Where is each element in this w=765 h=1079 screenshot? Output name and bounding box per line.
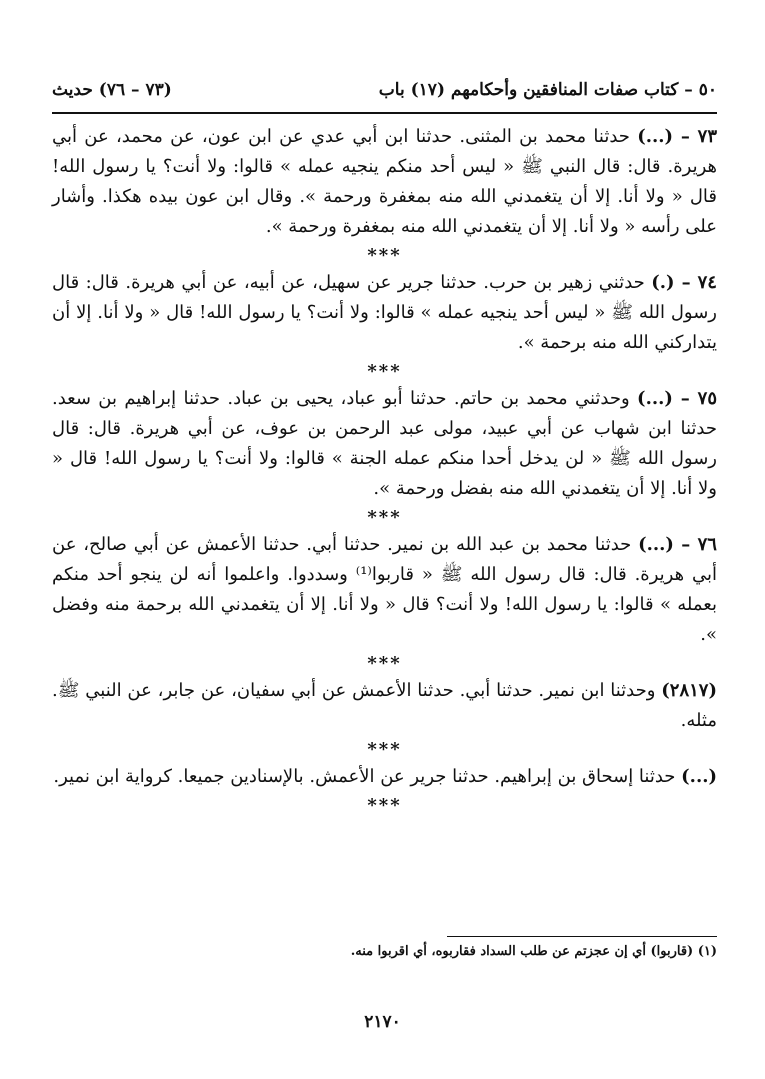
section-separator: *** xyxy=(367,653,402,674)
hadith-74 xyxy=(52,268,717,358)
running-header xyxy=(52,76,717,108)
hadith-number: ٧٣ – (...) xyxy=(637,126,717,147)
header-divider xyxy=(52,112,717,114)
header-hadith-range: (٧٣ – ٧٦) حديث xyxy=(52,80,172,100)
hadith-73 xyxy=(52,122,717,242)
section-separator: *** xyxy=(367,361,402,382)
hadith-text: حدثنا إسحاق بن إبراهيم. حدثنا جرير عن الأعمش. بالإسنادين جميعا. كرواية ابن نمير. xyxy=(53,766,676,787)
hadith-number: (٢٨١٧) xyxy=(661,680,717,701)
hadith-text: حدثني زهير بن حرب. حدثنا جرير عن سهيل، عن أبيه، عن أبي هريرة. قال: قال رسول الله ﷺ « ليس أحد ينجيه عمله » قالوا: ولا أنت؟ يا رسول الله! قال « ولا أنا. إلا أن يتداركني الله منه برحمة ». xyxy=(52,272,717,353)
section-separator: *** xyxy=(367,795,402,816)
hadith-76 xyxy=(52,530,717,650)
hadith-text: حدثنا محمد بن عبد الله بن نمير. حدثنا أبي. حدثنا الأعمش عن أبي صالح، عن أبي هريرة. قال: قال رسول الله ﷺ « قاربوا⁽¹⁾ وسددوا. واعلموا أنه لن ينجو أحد منكم بعمله » قالوا: يا رسول الله! ولا أنت؟ قال « ولا أنا. إلا أن يتغمدني الله برحمة منه وفضل ». xyxy=(52,534,717,645)
header-chapter-title: ٥٠ – كتاب صفات المنافقين وأحكامهم (١٧) باب xyxy=(378,80,717,100)
hadith-75 xyxy=(52,384,717,504)
section-separator: *** xyxy=(367,245,402,266)
hadith-text: حدثنا محمد بن المثنى. حدثنا ابن أبي عدي عن ابن عون، عن محمد، عن أبي هريرة. قال: قال النبي ﷺ « ليس أحد منكم ينجيه عمله » قالوا: ولا أنت؟ يا رسول الله! قال « ولا أنا. إلا أن يتغمدني الله منه بمغفرة ورحمة ». وقال ابن عون بيده هكذا. وأشار على رأسه « ولا أنا. إلا أن يتغمدني الله منه بمغفرة ورحمة ». xyxy=(52,126,717,237)
footnote-divider xyxy=(447,936,717,937)
section-separator: *** xyxy=(367,507,402,528)
hadith-number: ٧٤ – (.) xyxy=(651,272,717,293)
page-number: ٢١٧٠ xyxy=(364,1012,401,1032)
hadith-number: ٧٥ – (...) xyxy=(637,388,717,409)
hadith-text: وحدثني محمد بن حاتم. حدثنا أبو عباد، يحيى بن عباد. حدثنا إبراهيم بن سعد. حدثنا ابن شهاب عن أبي عبيد، مولى عبد الرحمن بن عوف، عن أبي هريرة. قال: قال رسول الله ﷺ « لن يدخل أحدا منكم عمله الجنة » قالوا: ولا أنت؟ يا رسول الله! قال « ولا أنا. إلا أن يتغمدني الله منه بفضل ورحمة ». xyxy=(52,388,717,499)
hadith-number: ٧٦ – (...) xyxy=(638,534,717,555)
hadith-text: وحدثنا ابن نمير. حدثنا أبي. حدثنا الأعمش عن أبي سفيان، عن جابر، عن النبي ﷺ. مثله. xyxy=(52,680,717,731)
hadith-2817 xyxy=(52,676,717,736)
hadith-number: (...) xyxy=(681,766,717,787)
section-separator: *** xyxy=(367,739,402,760)
hadith-2817-variant xyxy=(52,762,717,792)
footnote: (١) (قاربوا) أي إن عجزتم عن طلب السداد فقاربوه، أي اقربوا منه. xyxy=(350,944,717,959)
hadith-body xyxy=(52,122,717,818)
